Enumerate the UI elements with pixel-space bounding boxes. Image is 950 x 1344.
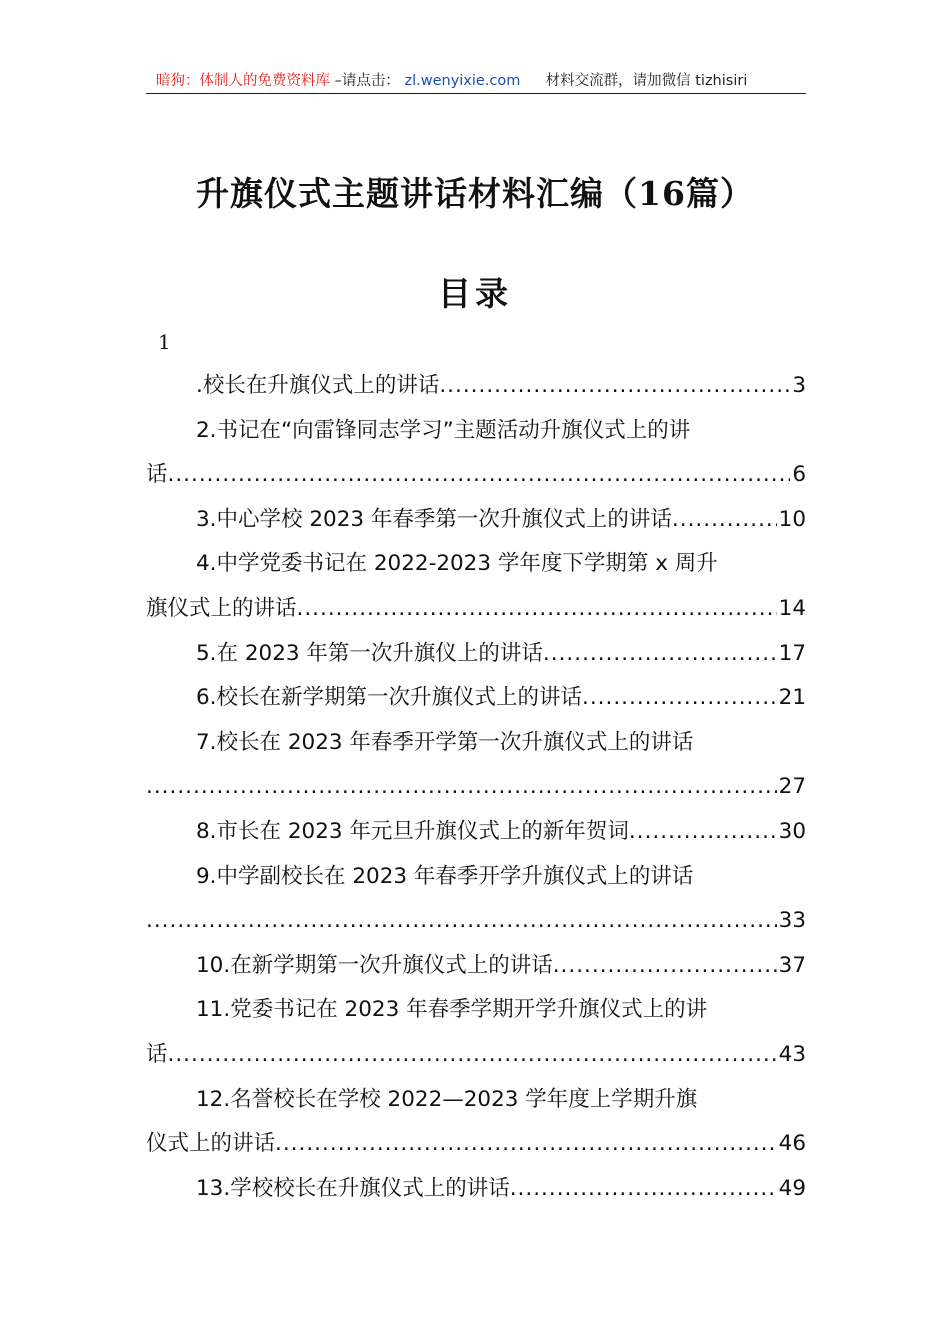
toc-entry-text: 9.中学副校长在 2023 年春季开学升旗仪式上的讲话 (196, 863, 694, 889)
toc-entry-text: 11.党委书记在 2023 年春季学期开学升旗仪式上的讲 (196, 997, 708, 1023)
toc-leader-dots (553, 944, 777, 989)
header-brand: 暗狗：体制人的免费资料库 (156, 73, 330, 89)
toc-leader-dots (582, 676, 777, 721)
document-title: 升旗仪式主题讲话材料汇编（16篇） (196, 174, 754, 213)
toc-entry-line[interactable] (146, 587, 806, 632)
toc-leader-dots (439, 364, 790, 409)
toc-entry-line[interactable] (146, 944, 806, 989)
toc-entry-line[interactable] (146, 453, 806, 498)
toc-entry-line[interactable] (146, 765, 806, 810)
toc-entry-line[interactable] (146, 1122, 806, 1167)
toc-leader-dots (672, 498, 777, 543)
toc-page-number: 30 (778, 818, 806, 844)
toc-entry-text: 5.在 2023 年第一次升旗仪上的讲话 (196, 640, 543, 666)
toc-leader-dots (146, 899, 777, 944)
toc-entry-line[interactable] (146, 542, 806, 587)
toc-entry-text: .校长在升旗仪式上的讲话 (196, 373, 440, 398)
table-of-contents (146, 364, 806, 1211)
toc-heading: 目录 (438, 274, 512, 313)
toc-leader-dots (629, 810, 777, 855)
toc-entry-text: 仪式上的讲话 (146, 1131, 276, 1157)
toc-entry-line[interactable] (146, 899, 806, 944)
toc-leader-dots (510, 1167, 777, 1212)
toc-entry-line[interactable] (146, 1078, 806, 1123)
toc-leader-dots (146, 765, 777, 810)
toc-leader-dots (543, 632, 777, 677)
toc-page-number: 3 (792, 373, 806, 398)
toc-entry-text: 2.书记在“向雷锋同志学习”主题活动升旗仪式上的讲 (196, 417, 691, 443)
page-header (146, 70, 806, 94)
toc-leader-dots (168, 453, 791, 498)
toc-page-number: 21 (778, 685, 806, 711)
toc-stray-number: 1 (158, 330, 171, 354)
header-note: 材料交流群，请加微信 tizhisiri (545, 73, 748, 89)
toc-entry-line[interactable] (146, 988, 806, 1033)
header-prompt: –请点击： (334, 73, 400, 89)
toc-entry-text: 旗仪式上的讲话 (146, 595, 297, 621)
toc-page-number: 10 (778, 506, 806, 532)
toc-page-number: 43 (778, 1041, 806, 1067)
toc-entry-text: 6.校长在新学期第一次升旗仪式上的讲话 (196, 685, 583, 711)
toc-entry-text: 13.学校校长在升旗仪式上的讲话 (196, 1175, 510, 1201)
toc-entry-text: 7.校长在 2023 年春季开学第一次升旗仪式上的讲话 (196, 729, 694, 755)
toc-entry-line[interactable] (146, 721, 806, 766)
toc-entry-text: 10.在新学期第一次升旗仪式上的讲话 (196, 952, 553, 978)
toc-entry-text: 8.市长在 2023 年元旦升旗仪式上的新年贺词 (196, 818, 629, 844)
toc-entry-line[interactable] (146, 855, 806, 900)
toc-entry-line[interactable] (146, 498, 806, 543)
toc-leader-dots (297, 587, 777, 632)
toc-entry-text: 4.中学党委书记在 2022-2023 学年度下学期第 x 周升 (196, 551, 718, 577)
toc-page-number: 49 (778, 1175, 806, 1201)
toc-page-number: 17 (778, 640, 806, 666)
toc-entry-line[interactable] (146, 409, 806, 454)
toc-page-number: 27 (778, 774, 806, 800)
header-url-link[interactable]: zl.wenyixie.com (404, 73, 521, 89)
toc-entry-text: 12.名誉校长在学校 2022—2023 学年度上学期升旗 (196, 1086, 698, 1112)
toc-entry-line[interactable] (146, 1167, 806, 1212)
toc-entry-line[interactable] (146, 1033, 806, 1078)
toc-entry-line[interactable] (146, 810, 806, 855)
toc-entry-line[interactable] (146, 676, 806, 721)
toc-page-number: 6 (792, 462, 806, 488)
toc-page-number: 14 (778, 595, 806, 621)
toc-entry-text: 话 (146, 1041, 168, 1067)
toc-page-number: 33 (778, 908, 806, 934)
toc-entry-line[interactable] (146, 632, 806, 677)
toc-entry-line[interactable] (146, 364, 806, 409)
toc-leader-dots (275, 1122, 777, 1167)
toc-page-number: 37 (778, 952, 806, 978)
toc-entry-text: 3.中心学校 2023 年春季第一次升旗仪式上的讲话 (196, 506, 672, 532)
toc-entry-text: 话 (146, 462, 168, 488)
toc-page-number: 46 (778, 1131, 806, 1157)
toc-leader-dots (168, 1033, 777, 1078)
